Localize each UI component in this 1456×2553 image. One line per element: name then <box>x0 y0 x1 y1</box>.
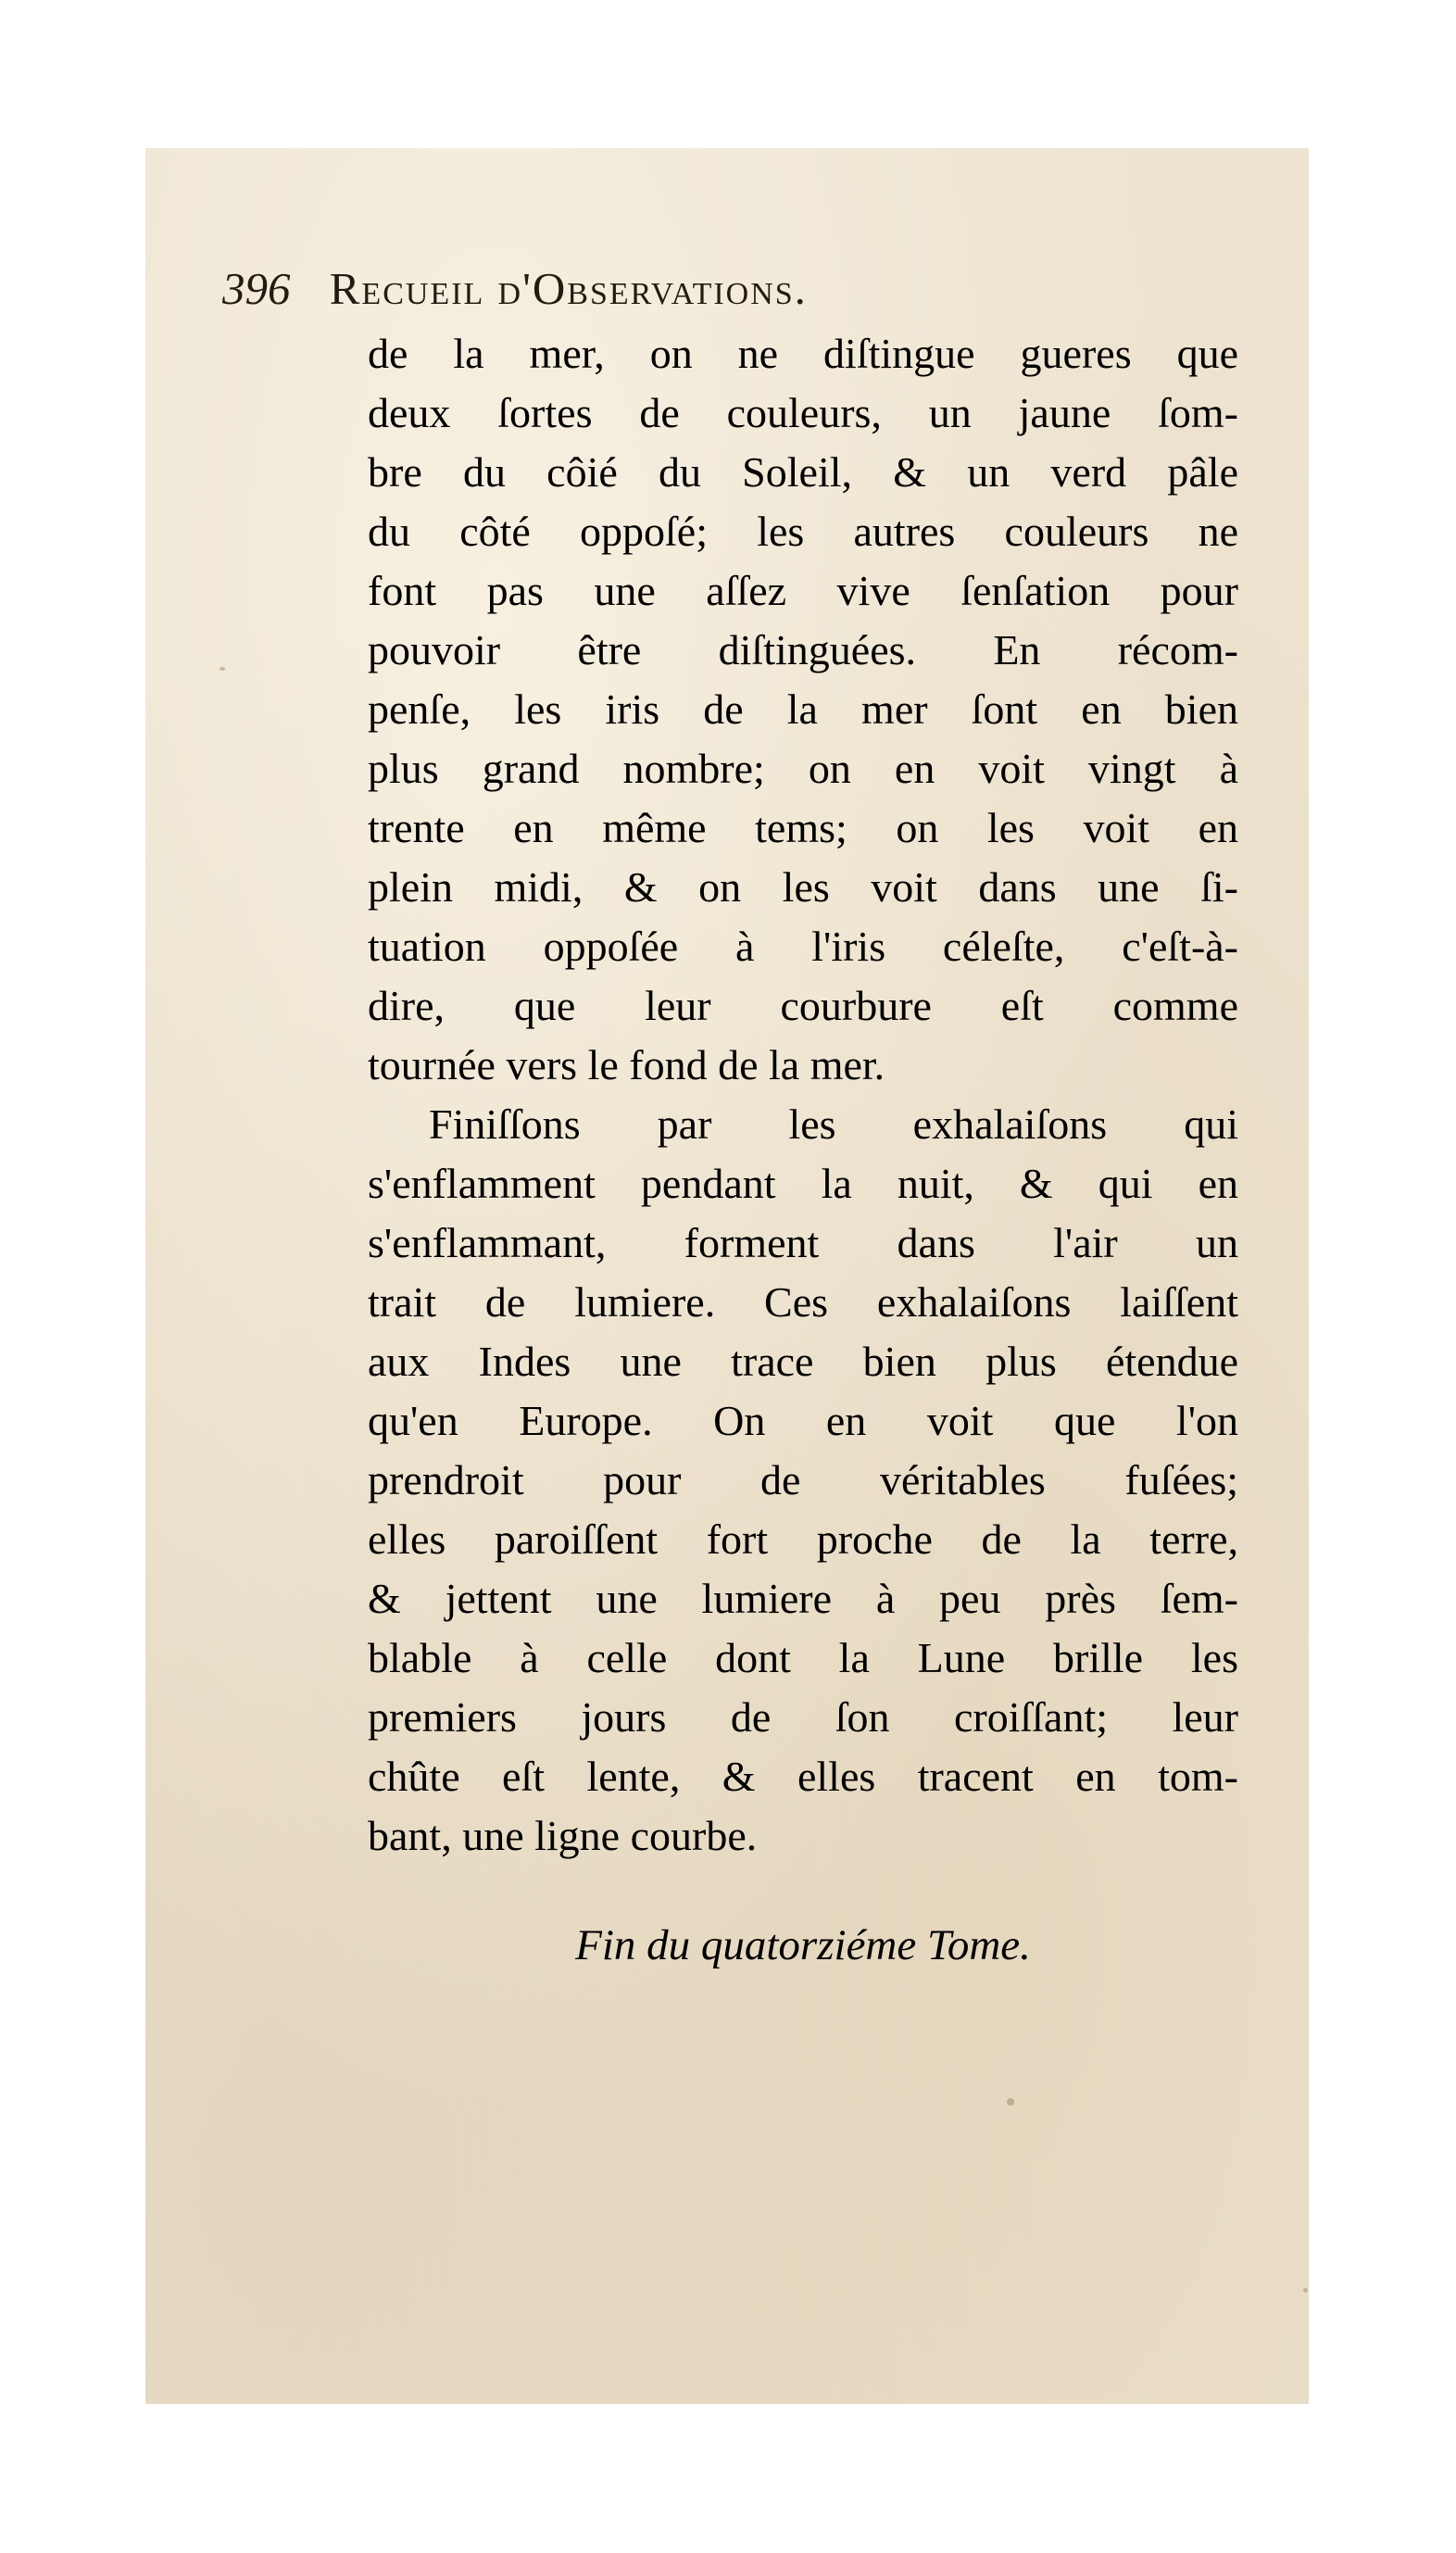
text-line: du côté oppoſé; les autres couleurs ne <box>368 508 1238 555</box>
text-line: tuation oppoſée à l'iris céleſte, c'eſt-à- <box>368 923 1238 970</box>
text-line: prendroit pour de véritables fuſées; <box>368 1456 1238 1503</box>
paper-spot <box>220 667 225 671</box>
text-line: font pas une aſſez vive ſenſation pour <box>368 567 1238 614</box>
text-line: trente en même tems; on les voit en <box>368 804 1238 851</box>
text-line: dire, que leur courbure eſt comme <box>368 982 1238 1029</box>
paragraph-1 <box>368 324 1238 1095</box>
paper-spot <box>1303 2288 1308 2293</box>
text-line: pouvoir être diſtinguées. En récom- <box>368 626 1238 673</box>
text-line: tournée vers le fond de la mer. <box>368 1041 885 1088</box>
body-text <box>368 324 1238 1866</box>
text-line: premiers jours de ſon croiſſant; leur <box>368 1693 1238 1741</box>
text-line: plein midi, & on les voit dans une ſi- <box>368 863 1238 911</box>
text-line: bre du côié du Soleil, & un verd pâle <box>368 448 1238 496</box>
text-line: plus grand nombre; on en voit vingt à <box>368 745 1238 792</box>
colophon: Fin du quatorziéme Tome. <box>575 1921 1031 1969</box>
text-line: trait de lumiere. Ces exhalaiſons laiſſent <box>368 1278 1238 1326</box>
text-line: & jettent une lumiere à peu près ſem- <box>368 1575 1238 1622</box>
text-line: Finiſſons par les exhalaiſons qui <box>429 1100 1238 1148</box>
text-line: s'enflammant, forment dans l'air un <box>368 1219 1238 1266</box>
paper-spot <box>1007 2098 1014 2106</box>
text-line: bant, une ligne courbe. <box>368 1812 758 1859</box>
text-line: s'enflamment pendant la nuit, & qui en <box>368 1160 1238 1207</box>
page-header <box>222 259 1241 319</box>
text-line: penſe, les iris de la mer ſont en bien <box>368 685 1238 733</box>
text-line: chûte eſt lente, & elles tracent en tom- <box>368 1753 1238 1800</box>
text-line: deux ſortes de couleurs, un jaune ſom- <box>368 389 1238 436</box>
paragraph-2 <box>368 1095 1238 1866</box>
text-line: elles paroiſſent fort proche de la terre, <box>368 1515 1238 1563</box>
text-line: blable à celle dont la Lune brille les <box>368 1634 1238 1681</box>
text-line: aux Indes une trace bien plus étendue <box>368 1338 1238 1385</box>
page-number: 396 <box>222 263 291 314</box>
text-line: qu'en Europe. On en voit que l'on <box>368 1397 1238 1444</box>
running-title: Recueil d'Observations. <box>329 263 808 314</box>
text-line: de la mer, on ne diſtingue gueres que <box>368 330 1238 377</box>
